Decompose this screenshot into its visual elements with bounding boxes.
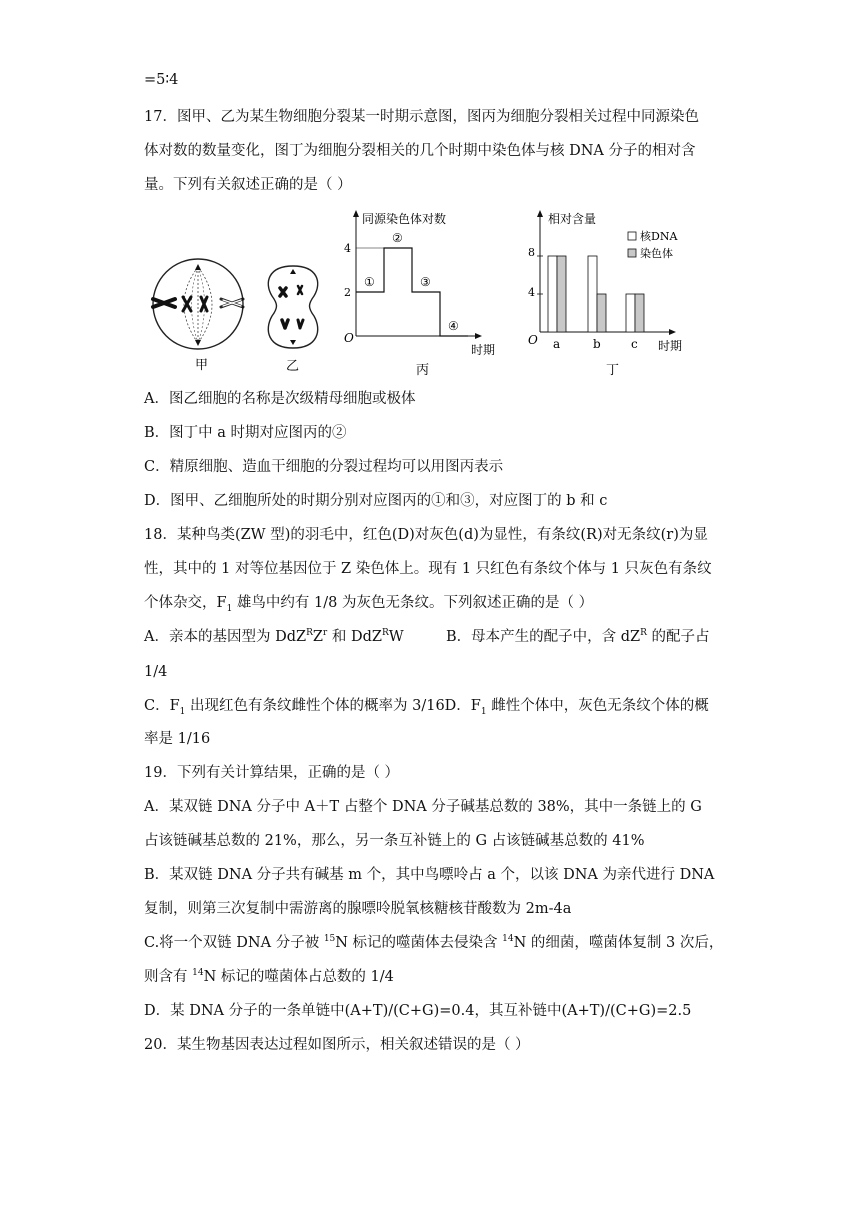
q19-stem: 19．下列有关计算结果，正确的是（ ） — [144, 765, 400, 781]
chart-bing-stage-label: ① — [364, 275, 375, 289]
chart-bing-stage-label: ④ — [448, 319, 459, 333]
q18-stem: 性，其中的 1 对等位基因位于 Z 染色体上。现有 1 只红色有条纹个体与 1 只灰色有条纹 — [144, 561, 712, 577]
chart-ding-bar — [635, 294, 644, 332]
chart-bing-origin: O — [344, 331, 354, 345]
chart-bing-ytick: 4 — [344, 242, 351, 255]
q17-option-d: D．图甲、乙细胞所处的时期分别对应图丙的①和③，对应图丁的 b 和 c — [144, 493, 608, 509]
q19-option-a: A．某双链 DNA 分子中 A＋T 占整个 DNA 分子碱基总数的 38%，其中一条链上的 G — [144, 799, 702, 815]
q18-option-d-cont: 率是 1/16 — [144, 731, 211, 747]
q19-option-a-cont: 占该链碱基总数的 21%，那么，另一条互补链上的 G 占该链碱基总数的 41% — [144, 833, 645, 849]
chart-bing-stage-label: ② — [392, 231, 403, 245]
legend-dna: 核DNA — [640, 230, 678, 243]
chart-bing-title: 同源染色体对数 — [362, 212, 447, 226]
chart-ding-caption: 丁 — [606, 363, 620, 378]
q17-option-c: C．精原细胞、造血干细胞的分裂过程均可以用图丙表示 — [144, 459, 504, 475]
chart-bing-stage-label: ③ — [420, 275, 431, 289]
figure-yi — [258, 258, 330, 376]
q19-option-c-cont: 则含有 $^{14}$N 标记的噬菌体占总数的 1/4 — [144, 968, 394, 985]
chart-ding-bar — [588, 256, 597, 332]
q18-option-b-cont: 1/4 — [144, 664, 168, 680]
chart-ding-bar — [557, 256, 566, 332]
q17-option-a: A．图乙细胞的名称是次级精母细胞或极体 — [144, 391, 416, 407]
q17-stem: 17．图甲、乙为某生物细胞分裂某一时期示意图，图丙为细胞分裂相关过程中同源染色 — [144, 109, 699, 125]
q18-option-a: A．亲本的基因型为 $DdZ^RZ^r$ 和 DdZ$^R$W — [144, 628, 404, 645]
q18-stem: 18．某种鸟类(ZW 型)的羽毛中，红色(D)对灰色(d)为显性，有条纹(R)对无条纹(r)为显 — [144, 527, 708, 543]
q19-option-c: C.将一个双链 DNA 分子被 $^{15}$N 标记的噬菌体去侵染含 $^{14}$N 的细菌，噬菌体复制 3 次后， — [144, 934, 724, 951]
q17-stem: 量。下列有关叙述正确的是（ ） — [144, 177, 352, 193]
q19-option-b-cont: 复制，则第三次复制中需游离的腺嘌呤脱氧核糖核苷酸数为 2m-4a — [144, 901, 572, 917]
q18-option-b: B．母本产生的配子中，含 $dZ^R$ 的配子占 — [446, 628, 710, 645]
chart-ding-category-label: a — [553, 337, 561, 351]
q19-option-d: D．某 DNA 分子的一条单链中(A+T)/(C+G)=0.4，其互补链中(A+T)/(C+G)=2.5 — [144, 1003, 692, 1019]
chart-ding-ytick: 4 — [528, 286, 535, 299]
chart-ding-bar — [597, 294, 606, 332]
q20-stem: 20．某生物基因表达过程如图所示，相关叙述错误的是（ ） — [144, 1037, 530, 1053]
chart-ding-origin: O — [528, 333, 538, 347]
legend-swatch-chrom — [628, 249, 636, 257]
legend-swatch-dna — [628, 232, 636, 240]
q19-option-b: B．某双链 DNA 分子共有碱基 m 个，其中鸟嘌呤占 a 个，以该 DNA 为亲代进行 DNA — [144, 867, 715, 883]
chart-ding-category-label: c — [631, 337, 638, 351]
chart-ding-ytick: 8 — [528, 246, 535, 259]
chart-ding-xlabel: 时期 — [658, 339, 683, 353]
chart-ding-bar — [626, 294, 635, 332]
chart-bing-caption: 丙 — [416, 363, 430, 378]
chart-ding — [522, 208, 702, 380]
chart-bing-ytick: 2 — [344, 286, 351, 299]
figure-jia-label: 甲 — [195, 358, 209, 373]
figure-yi-label: 乙 — [286, 359, 300, 374]
q17-option-b: B．图丁中 a 时期对应图丙的② — [144, 425, 347, 441]
chart-ding-title: 相对含量 — [548, 212, 597, 226]
chart-bing — [340, 208, 510, 380]
q18-option-c-d: C．$F_1$ 出现红色有条纹雌性个体的概率为 3/16D．$F_1$ 雌性个体中，灰色无条纹个体的概 — [144, 698, 709, 717]
text-line: =5∶4 — [144, 72, 179, 88]
chart-bing-xlabel: 时期 — [471, 343, 496, 357]
figure-jia — [145, 255, 255, 375]
q17-stem: 体对数的数量变化，图丁为细胞分裂相关的几个时期中染色体与核 DNA 分子的相对含 — [144, 143, 696, 159]
chart-ding-bar — [548, 256, 557, 332]
chart-ding-category-label: b — [593, 337, 601, 351]
q18-stem: 个体杂交，$F_1$ 雄鸟中约有 1/8 为灰色无条纹。下列叙述正确的是（ ） — [144, 595, 594, 614]
legend-chrom: 染色体 — [640, 247, 673, 260]
